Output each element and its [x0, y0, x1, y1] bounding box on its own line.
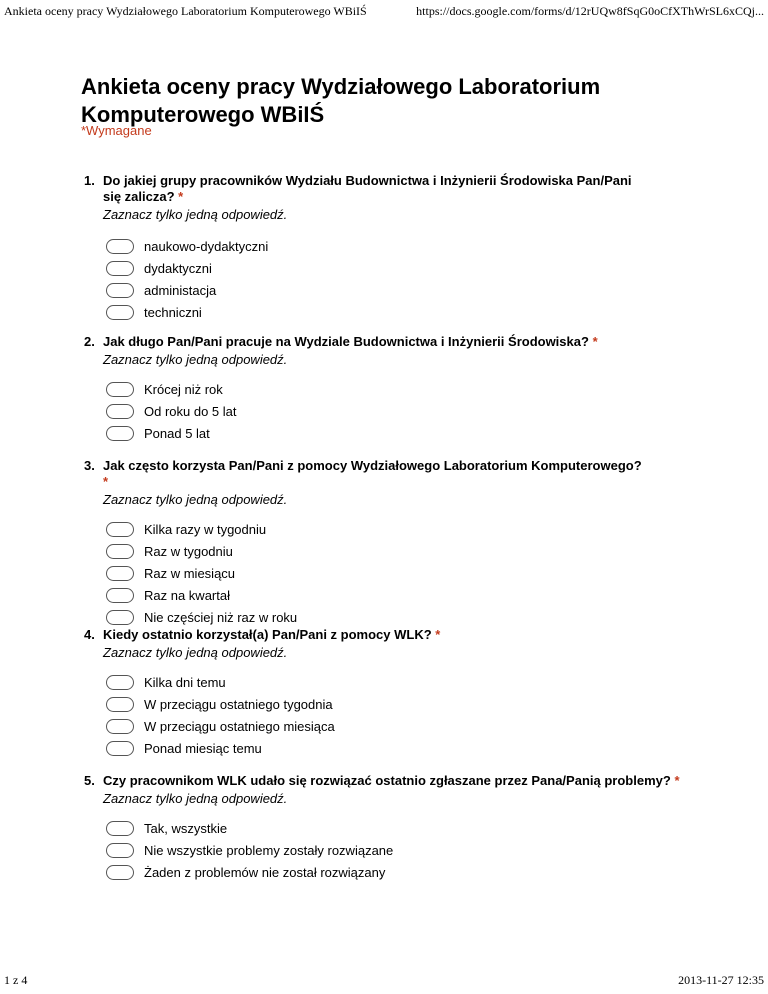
option-label: Kilka dni temu: [144, 674, 226, 690]
required-note: *Wymagane: [81, 123, 152, 138]
required-marker: *: [103, 474, 109, 489]
radio-button[interactable]: [106, 821, 134, 836]
page-number: 1 z 4: [4, 973, 28, 987]
option-label: Od roku do 5 lat: [144, 403, 237, 419]
option-raz-w-miesiacu[interactable]: [106, 562, 684, 584]
required-marker: *: [178, 189, 184, 204]
question-3: [84, 458, 684, 628]
option-od-roku-do-5-lat[interactable]: [106, 400, 684, 422]
option-label: Ponad miesiąc temu: [144, 740, 262, 756]
question-text: Kiedy ostatnio korzystał(a) Pan/Pani z pomocy WLK? *: [103, 627, 441, 642]
option-dydaktyczni[interactable]: [106, 257, 684, 279]
question-text: Czy pracownikom WLK udało się rozwiązać ostatnio zgłaszane przez Pana/Panią problemy? *: [103, 773, 680, 788]
option-zaden[interactable]: [106, 861, 684, 883]
option-tak-wszystkie[interactable]: [106, 817, 684, 839]
radio-button[interactable]: [106, 522, 134, 537]
option-label: administacja: [144, 282, 217, 298]
option-label: Raz w tygodniu: [144, 543, 233, 559]
question-1: [84, 173, 684, 323]
question-5: [84, 773, 684, 883]
option-naukowo-dydaktyczni[interactable]: [106, 235, 684, 257]
option-label: W przeciągu ostatniego tygodnia: [144, 696, 333, 712]
radio-button[interactable]: [106, 610, 134, 625]
question-hint: Zaznacz tylko jedną odpowiedź.: [103, 791, 288, 806]
question-number: 3.: [84, 458, 95, 473]
option-label: Raz w miesiącu: [144, 565, 236, 581]
radio-button[interactable]: [106, 544, 134, 559]
radio-button[interactable]: [106, 566, 134, 581]
question-hint: Zaznacz tylko jedną odpowiedź.: [103, 645, 288, 660]
option-label: Żaden z problemów nie został rozwiązany: [144, 864, 386, 880]
option-label: Raz na kwartał: [144, 587, 230, 603]
radio-button[interactable]: [106, 843, 134, 858]
question-4: [84, 627, 684, 759]
question-hint: Zaznacz tylko jedną odpowiedź.: [103, 207, 288, 222]
question-number: 5.: [84, 773, 95, 788]
option-techniczni[interactable]: [106, 301, 684, 323]
option-label: Nie wszystkie problemy zostały rozwiązane: [144, 842, 394, 858]
question-number: 1.: [84, 173, 95, 188]
radio-button[interactable]: [106, 261, 134, 276]
radio-button[interactable]: [106, 283, 134, 298]
option-raz-w-tygodniu[interactable]: [106, 540, 684, 562]
radio-button[interactable]: [106, 404, 134, 419]
option-label: W przeciągu ostatniego miesiąca: [144, 718, 335, 734]
question-2: [84, 334, 684, 444]
radio-button[interactable]: [106, 588, 134, 603]
question-text: Jak często korzysta Pan/Pani z pomocy Wydziałowego Laboratorium Komputerowego? *: [103, 458, 642, 489]
option-label: naukowo-dydaktyczni: [144, 238, 269, 254]
question-number: 4.: [84, 627, 95, 642]
option-label: techniczni: [144, 304, 202, 320]
option-raz-na-kwartal[interactable]: [106, 584, 684, 606]
radio-button[interactable]: [106, 305, 134, 320]
print-header-title: Ankieta oceny pracy Wydziałowego Laboratorium Komputerowego WBiIŚ: [4, 4, 367, 18]
question-number: 2.: [84, 334, 95, 349]
print-header: [4, 4, 764, 19]
option-administacja[interactable]: [106, 279, 684, 301]
option-ponad-5-lat[interactable]: [106, 422, 684, 444]
option-nie-czesciej-niz-raz-w-roku[interactable]: [106, 606, 684, 628]
option-label: Ponad 5 lat: [144, 425, 210, 441]
radio-button[interactable]: [106, 382, 134, 397]
question-text: Jak długo Pan/Pani pracuje na Wydziale Budownictwa i Inżynierii Środowiska? *: [103, 334, 598, 349]
radio-button[interactable]: [106, 741, 134, 756]
radio-button[interactable]: [106, 697, 134, 712]
option-ponad-miesiac-temu[interactable]: [106, 737, 684, 759]
option-label: Nie częściej niż raz w roku: [144, 609, 298, 625]
option-label: Kilka razy w tygodniu: [144, 521, 267, 537]
required-marker: *: [674, 773, 680, 788]
option-kilka-dni-temu[interactable]: [106, 671, 684, 693]
question-hint: Zaznacz tylko jedną odpowiedź.: [103, 352, 288, 367]
option-kilka-razy-w-tygodniu[interactable]: [106, 518, 684, 540]
radio-button[interactable]: [106, 239, 134, 254]
required-marker: *: [592, 334, 598, 349]
form-title: Ankieta oceny pracy Wydziałowego Laboratorium Komputerowego WBiIŚ: [81, 74, 601, 127]
print-datetime: 2013-11-27 12:35: [678, 973, 764, 987]
option-ostatni-tydzien[interactable]: [106, 693, 684, 715]
print-footer: [4, 973, 764, 988]
question-text: Do jakiej grupy pracowników Wydziału Budownictwa i Inżynierii Środowiska Pan/Pani się zalicza? *: [103, 173, 632, 204]
radio-button[interactable]: [106, 675, 134, 690]
required-marker: *: [435, 627, 441, 642]
option-label: Tak, wszystkie: [144, 820, 228, 836]
question-hint: Zaznacz tylko jedną odpowiedź.: [103, 492, 288, 507]
radio-button[interactable]: [106, 719, 134, 734]
option-nie-wszystkie[interactable]: [106, 839, 684, 861]
radio-button[interactable]: [106, 865, 134, 880]
print-header-url: https://docs.google.com/forms/d/12rUQw8fSqG0oCfXThWrSL6xCQj...: [416, 4, 764, 18]
radio-button[interactable]: [106, 426, 134, 441]
option-label: Krócej niż rok: [144, 381, 223, 397]
option-label: dydaktyczni: [144, 260, 212, 276]
option-krocej-niz-rok[interactable]: [106, 378, 684, 400]
option-ostatni-miesiac[interactable]: [106, 715, 684, 737]
